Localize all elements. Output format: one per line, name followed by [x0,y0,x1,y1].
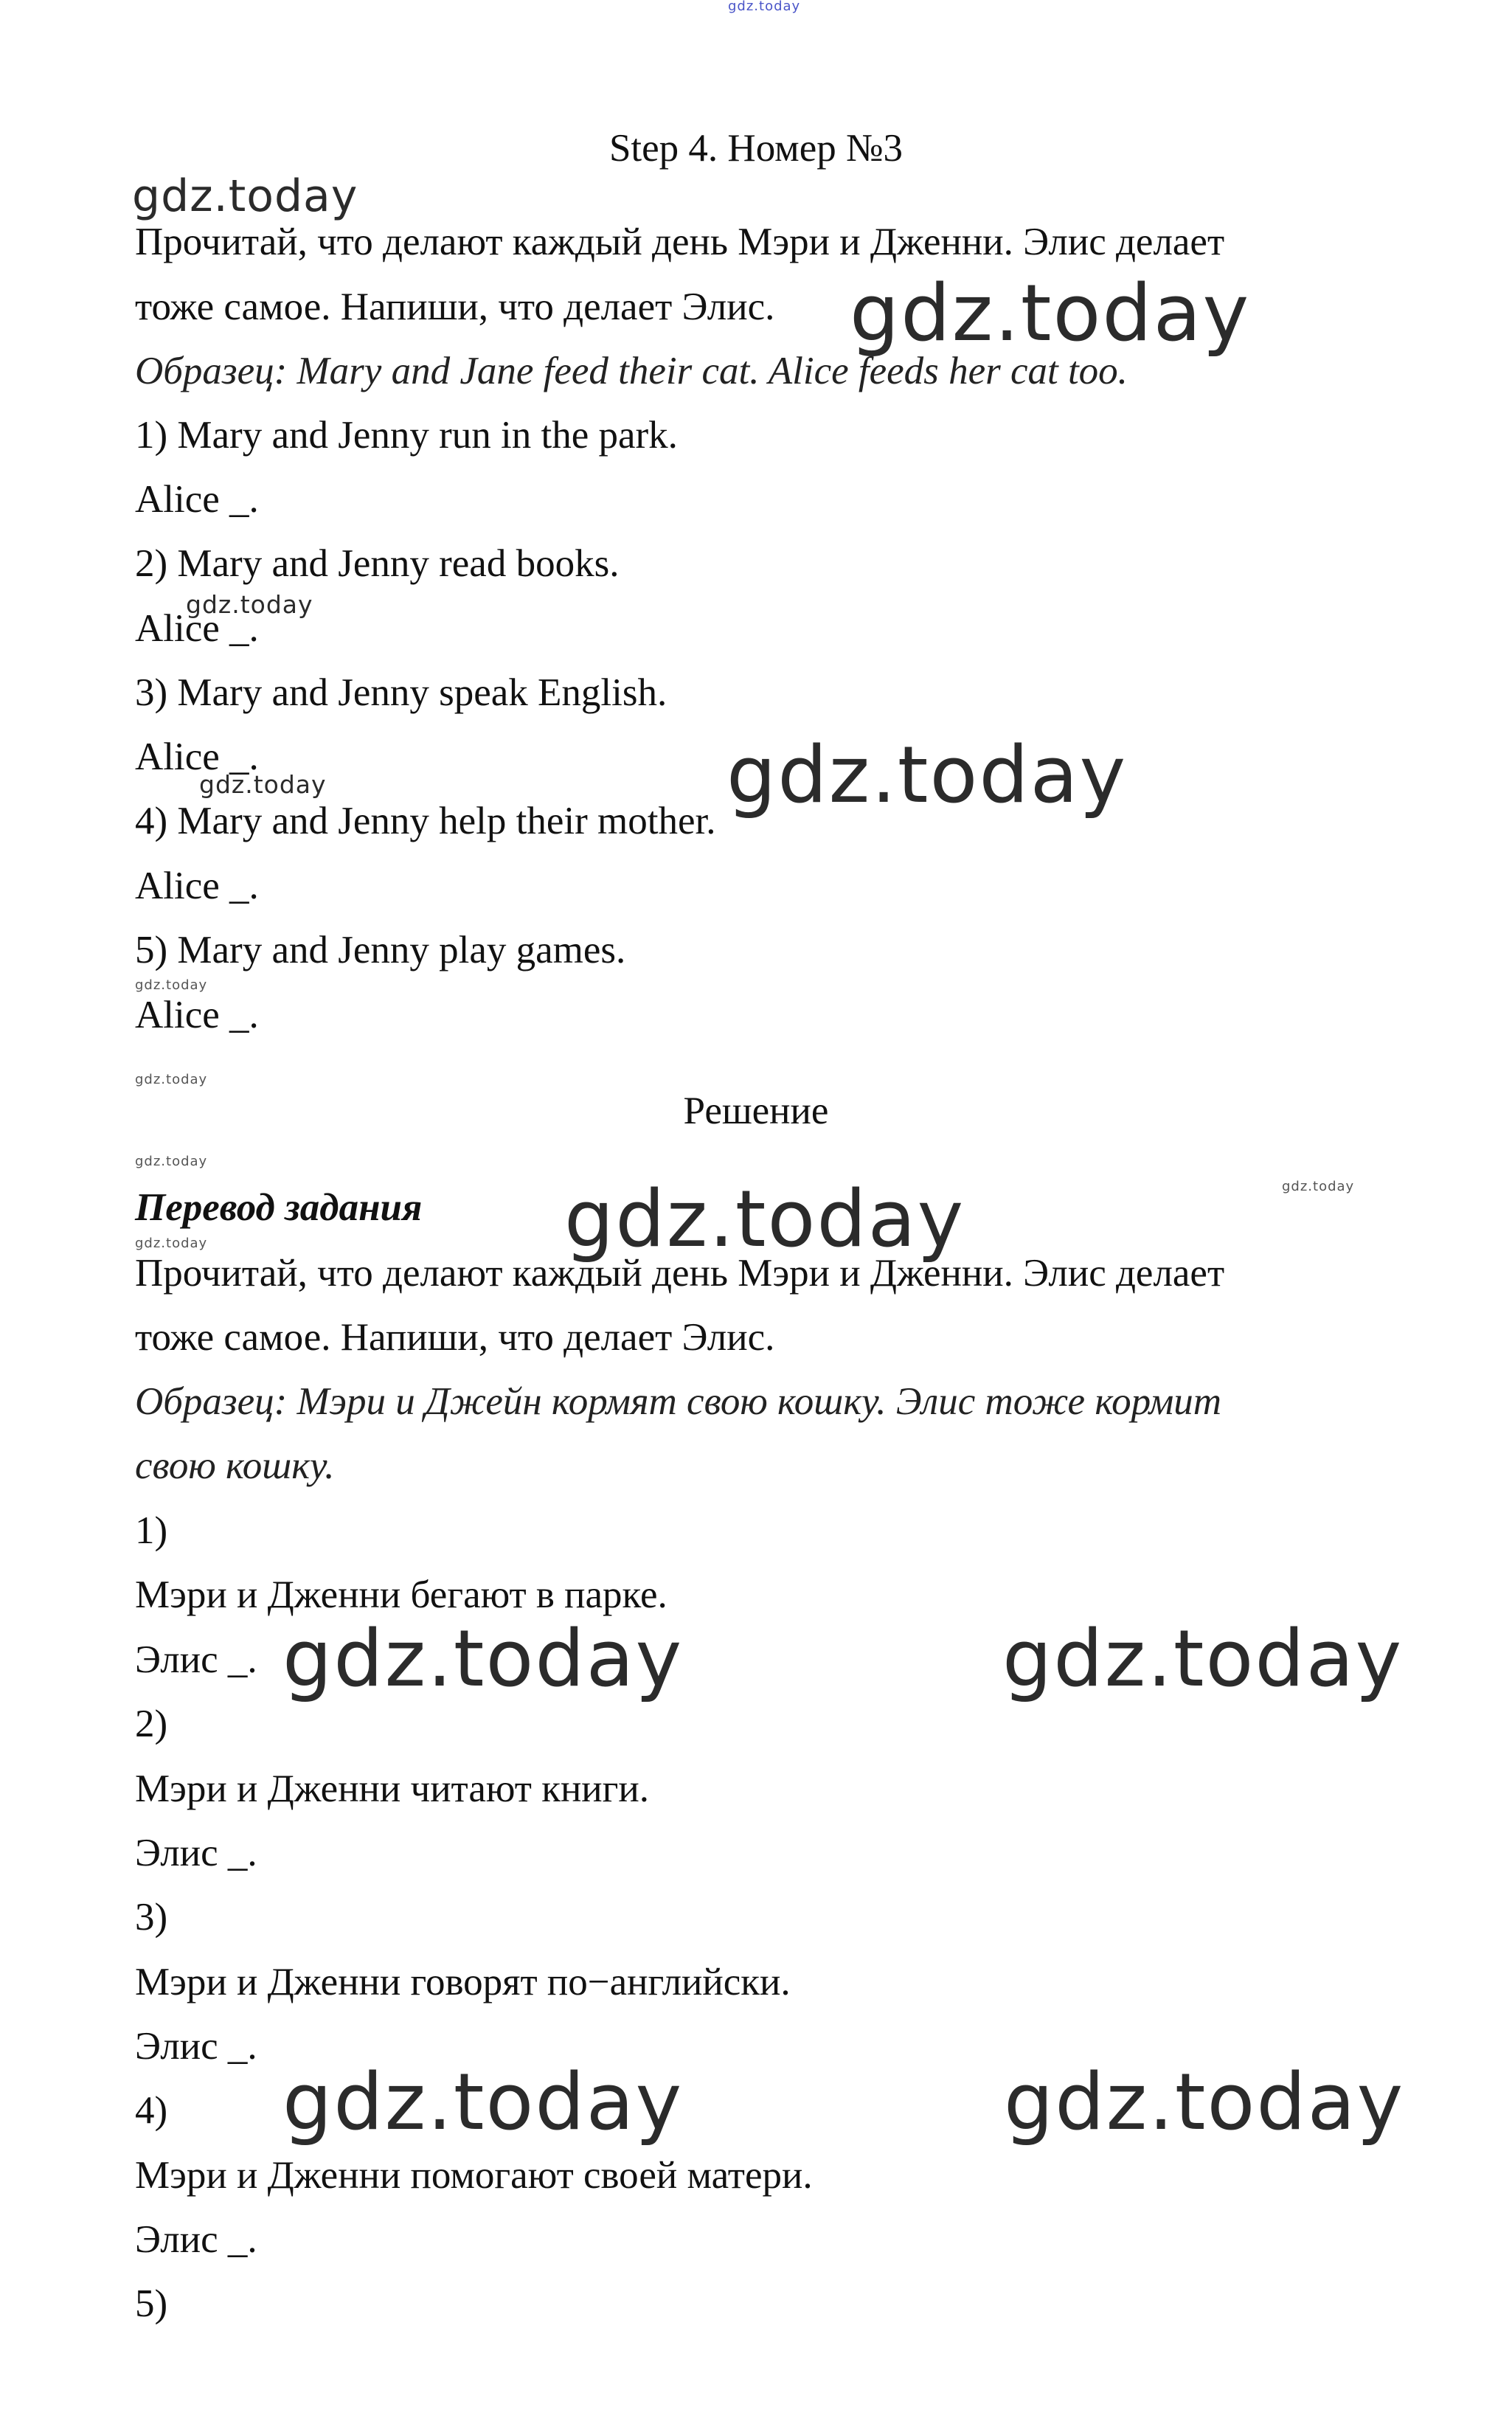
task-item-sentence: 5) Mary and Jenny play games. [135,929,626,971]
watermark: gdz.today [135,1072,208,1087]
task-item-sentence: 4) Mary and Jenny help their mother. [135,800,716,842]
watermark-top: gdz.today [728,0,801,14]
watermark: gdz.today [132,170,358,222]
task-item-sentence: 2) Mary and Jenny read books. [135,542,620,585]
solution-item-number: 2) [135,1703,168,1745]
page-title: Step 4. Номер №3 [608,127,904,170]
translation-heading: Перевод задания [135,1186,423,1229]
task-item-sentence: 1) Mary and Jenny run in the park. [135,414,678,457]
task-instruction-line-2: тоже самое. Напиши, что делает Элис. [135,285,775,328]
solution-heading: Решение [683,1090,829,1132]
watermark: gdz.today [282,1613,684,1704]
watermark: gdz.today [135,977,208,993]
watermark: gdz.today [1002,1613,1404,1704]
watermark: gdz.today [850,268,1251,359]
task-item-answer: Alice _. [135,607,259,650]
solution-item-number: 5) [135,2282,168,2325]
solution-item-sentence: Мэри и Дженни читают книги. [135,1767,650,1810]
watermark: gdz.today [1282,1179,1355,1194]
watermark: gdz.today [564,1174,965,1264]
watermark: gdz.today [282,2057,684,2147]
task-item-answer: Alice _. [135,478,259,521]
watermark: gdz.today [199,770,327,799]
task-item-sentence: 3) Mary and Jenny speak English. [135,671,667,714]
watermark: gdz.today [1004,2057,1405,2147]
solution-item-answer: Элис _. [135,1638,257,1681]
solution-instruction-line-1: Прочитай, что делают каждый день Мэри и Дженни. Элис делает [135,1252,1225,1295]
solution-instruction-line-2: тоже самое. Напиши, что делает Элис. [135,1316,775,1359]
solution-item-answer: Элис _. [135,1832,257,1874]
solution-item-answer: Элис _. [135,2025,257,2068]
watermark: gdz.today [135,1236,208,1251]
watermark: gdz.today [726,730,1128,820]
watermark: gdz.today [186,590,313,619]
solution-item-answer: Элис _. [135,2218,257,2261]
task-instruction-line-1: Прочитай, что делают каждый день Мэри и Дженни. Элис делает [135,221,1225,263]
solution-item-sentence: Мэри и Дженни бегают в парке. [135,1573,667,1616]
task-item-answer: Alice _. [135,994,259,1036]
solution-item-sentence: Мэри и Дженни помогают своей матери. [135,2154,813,2197]
task-item-answer: Alice _. [135,735,259,778]
task-item-answer: Alice _. [135,865,259,907]
solution-example-line-2: свою кошку. [135,1444,335,1487]
solution-example-line-1: Образец: Мэри и Джейн кормят свою кошку. Элис тоже кормит [135,1380,1222,1423]
solution-item-number: 1) [135,1509,168,1552]
watermark: gdz.today [135,1154,208,1169]
task-example: Образец: Mary and Jane feed their cat. Alice feeds her cat too. [135,350,1128,392]
solution-item-sentence: Мэри и Дженни говорят по−английски. [135,1961,791,2003]
solution-item-number: 4) [135,2089,168,2132]
solution-item-number: 3) [135,1896,168,1939]
